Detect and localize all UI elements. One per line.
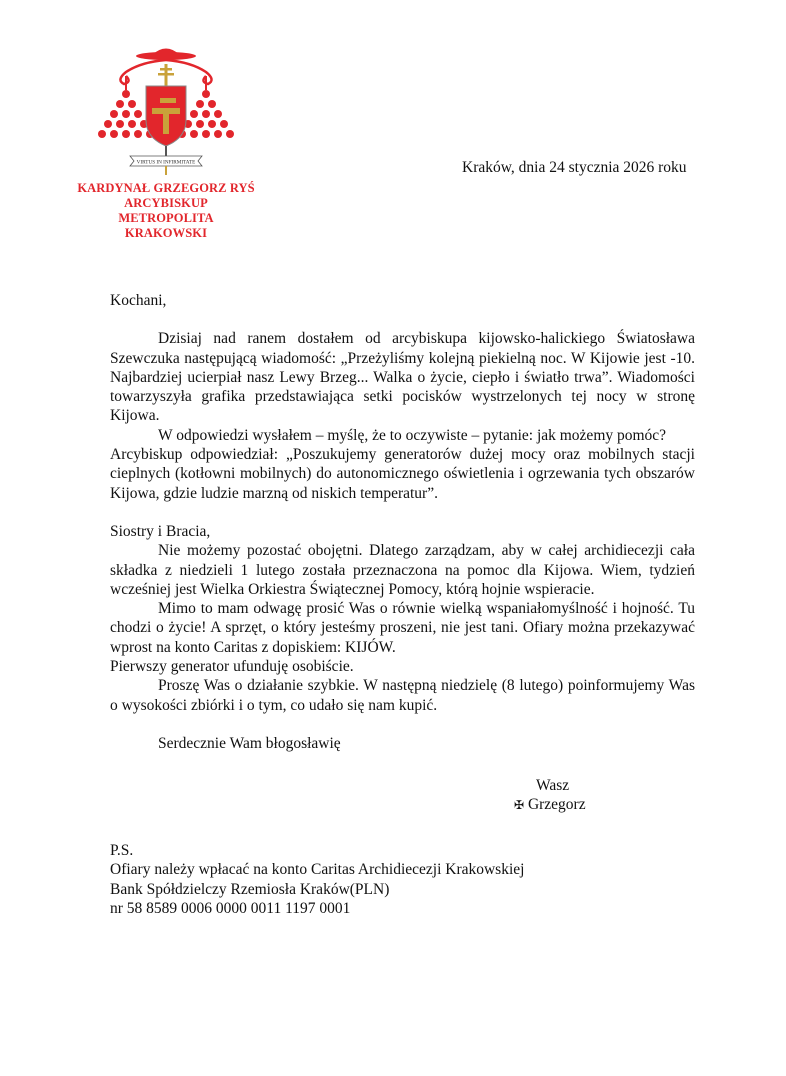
paragraph-2: W odpowiedzi wysłałem – myślę, że to oczywiste – pytanie: jak możemy pomóc? — [158, 426, 667, 444]
letter-body — [110, 291, 695, 753]
letterhead-line-title: ARCYBISKUP — [124, 196, 208, 210]
paragraph-7: Proszę Was o działanie szybkie. W następną niedzielę (8 lutego) poinformujemy Was o wysokości zbiórki i o tym, co udało się nam kupić. — [110, 677, 695, 714]
paragraph-4: Nie możemy pozostać obojętni. Dlatego zarządzam, aby w całej archidiecezji cała składka z niedzieli 1 lutego została przeznaczona na pomoc dla Kijowa. Wiem, tydzień wcześniej jest Wielka Orkiestra Świątecznej Pomocy, którą hojnie wspieracie. — [110, 542, 695, 598]
signature — [514, 776, 586, 816]
ps-line-bank: Bank Spółdzielczy Rzemiosła Kraków(PLN) — [110, 880, 390, 898]
salutation-2: Siostry i Bracia, — [110, 522, 211, 540]
paragraph-5: Mimo to mam odwagę prosić Was o równie wielką wspaniałomyślność i hojność. Tu chodzi o życie! A sprzęt, o który jesteśmy proszeni, nie jest tani. Ofiary można przekazywać wprost na konto Caritas z dopiskiem: KIJÓW. — [110, 600, 695, 656]
letterhead-logo — [76, 42, 256, 241]
letter-date: Kraków, dnia 24 stycznia 2026 roku — [462, 159, 687, 176]
letterhead-title — [76, 181, 256, 241]
postscript — [110, 841, 524, 918]
cross-icon: ✠ — [514, 798, 525, 813]
paragraph-1: Dzisiaj nad ranem dostałem od arcybiskupa kijowsko-halickiego Światosława Szewczuka następującą wiadomość: „Przeżyliśmy kolejną piekielną noc. W Kijowie jest -10. Najbardziej ucierpiał nasz Lewy Brzeg... Walka o życie, ciepło i światło trwa”. Wiadomości towarzyszyła grafika przedstawiająca setki pocisków wystrzelonych tej nocy w stronę Kijowa. — [110, 330, 695, 425]
salutation: Kochani, — [110, 292, 167, 309]
ps-label: P.S. — [110, 842, 134, 859]
paragraph-6: Pierwszy generator ufunduję osobiście. — [110, 658, 354, 676]
signature-wasz: Wasz — [536, 777, 570, 794]
letterhead-line-office: METROPOLITA KRAKOWSKI — [118, 211, 214, 240]
signature-name: Grzegorz — [527, 796, 586, 814]
cardinal-coat-of-arms-icon — [86, 42, 246, 177]
paragraph-3: Arcybiskup odpowiedział: „Poszukujemy generatorów dużej mocy oraz mobilnych stacji cieplnych (kotłowni mobilnych) do autonomicznego oświetlenia i ogrzewania tych obszarów Kijowa, gdzie ludzie marzną od niskich temperatur”. — [110, 446, 695, 502]
closing: Serdecznie Wam błogosławię — [158, 734, 341, 752]
ps-line-account: nr 58 8589 0006 0000 0011 1197 0001 — [110, 899, 351, 917]
ps-line-caritas: Ofiary należy wpłacać na konto Caritas Archidiecezji Krakowskiej — [110, 861, 525, 879]
motto-text: VIRTUS IN INFIRMITATE — [136, 159, 196, 166]
letterhead-line-name: KARDYNAŁ GRZEGORZ RYŚ — [77, 181, 255, 195]
